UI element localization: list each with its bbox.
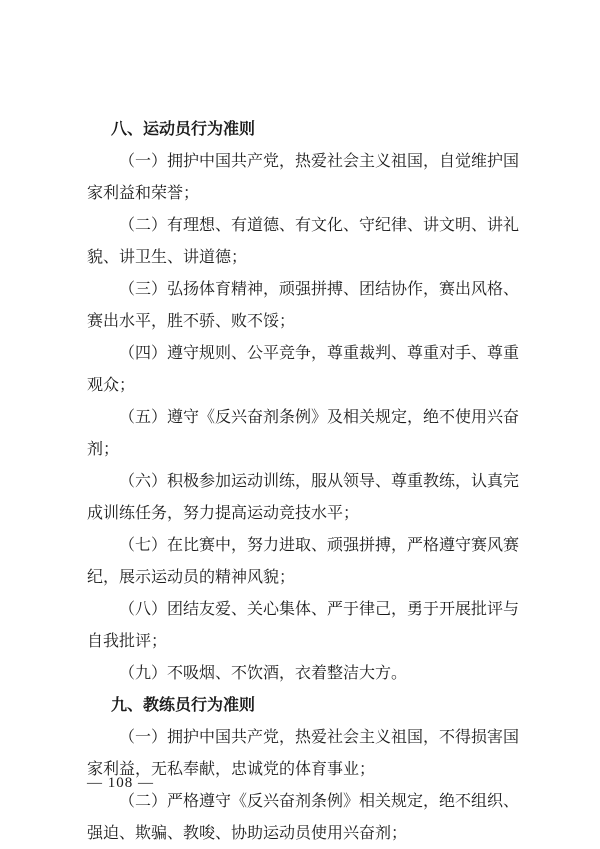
page-number: — 108 — [87, 775, 154, 791]
page-content [87, 113, 527, 849]
athlete-rule-6: （六）积极参加运动训练，服从领导、尊重教练，认真完成训练任务，努力提高运动竞技水平； [87, 471, 520, 522]
section-heading-athlete-code: 八、运动员行为准则 [111, 119, 256, 138]
coach-rule-1: （一）拥护中国共产党，热爱社会主义祖国，不得损害国家利益，无私奉献，忠诚党的体育事业； [87, 727, 520, 778]
athlete-rule-7: （七）在比赛中，努力进取、顽强拼搏，严格遵守赛风赛纪，展示运动员的精神风貌； [87, 535, 520, 586]
section-heading-coach-code: 九、教练员行为准则 [111, 695, 256, 714]
athlete-rule-8: （八）团结友爱、关心集体、严于律己，勇于开展批评与自我批评； [87, 599, 520, 650]
athlete-rule-2: （二）有理想、有道德、有文化、守纪律、讲文明、讲礼貌、讲卫生、讲道德； [87, 215, 520, 266]
athlete-rule-4: （四）遵守规则、公平竞争，尊重裁判、尊重对手、尊重观众； [87, 343, 520, 394]
athlete-rule-9: （九）不吸烟、不饮酒，衣着整洁大方。 [119, 663, 408, 682]
coach-rule-2: （二）严格遵守《反兴奋剂条例》相关规定，绝不组织、强迫、欺骗、教唆、协助运动员使用兴奋剂； [87, 791, 520, 842]
athlete-rule-5: （五）遵守《反兴奋剂条例》及相关规定，绝不使用兴奋剂； [87, 407, 520, 458]
athlete-rule-3: （三）弘扬体育精神，顽强拼搏、团结协作，赛出风格、赛出水平，胜不骄、败不馁； [87, 279, 520, 330]
athlete-rule-1: （一）拥护中国共产党，热爱社会主义祖国，自觉维护国家利益和荣誉； [87, 151, 520, 202]
